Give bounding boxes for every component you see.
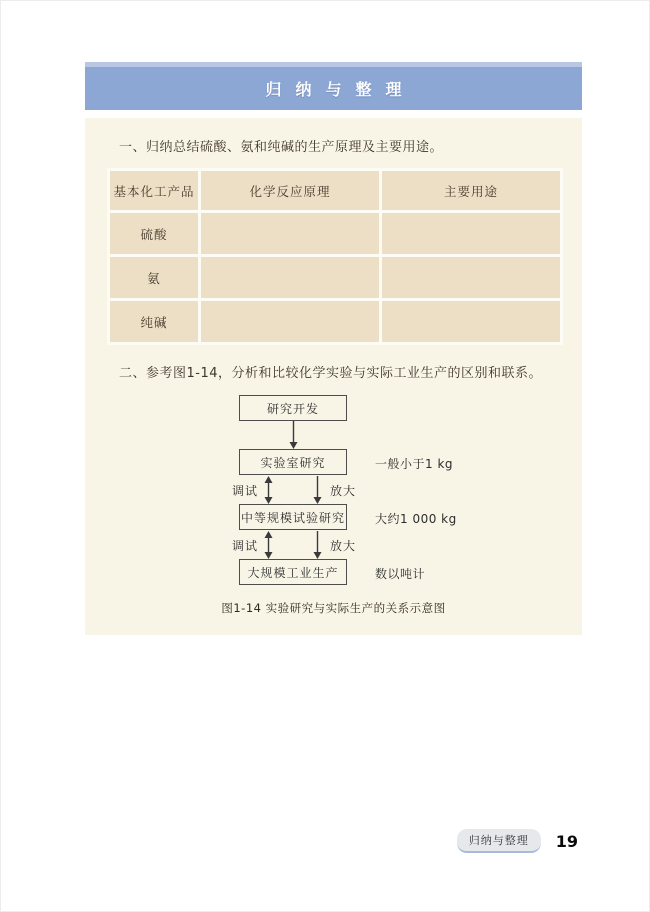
task-2-text: 二、参考图1-14，分析和比较化学实验与实际工业生产的区别和联系。 — [119, 366, 543, 382]
flow-step-pilot-research: 中等规模试验研究 — [239, 504, 347, 530]
table-cell-empty — [201, 257, 379, 298]
flow-note-pilot: 大约1 000 kg — [375, 512, 457, 527]
flow-step-lab-research: 实验室研究 — [239, 449, 347, 475]
flow-note-lab: 一般小于1 kg — [375, 457, 454, 472]
down-arrow-icon — [313, 476, 322, 504]
table-header-principle: 化学反应原理 — [201, 171, 379, 210]
table-cell-empty — [201, 301, 379, 342]
task-1-text: 一、归纳总结硫酸、氨和纯碱的生产原理及主要用途。 — [119, 140, 444, 155]
table-row-product: 纯碱 — [110, 301, 198, 342]
flow-label-feedback: 调试 — [232, 484, 259, 499]
flow-label-scaleup: 放大 — [330, 484, 357, 499]
up-down-arrow-icon — [264, 531, 273, 559]
down-arrow-icon — [289, 421, 298, 449]
flow-label-feedback: 调试 — [232, 539, 259, 554]
page-footer — [0, 829, 578, 853]
page-title: 归纳与整理 — [265, 80, 416, 99]
footer-section-tab: 归纳与整理 — [457, 829, 541, 853]
table-cell-empty — [382, 213, 560, 254]
flow-step-industrial-production: 大规模工业生产 — [239, 559, 347, 585]
flow-label-scaleup: 放大 — [330, 539, 357, 554]
summary-table — [107, 168, 563, 345]
down-arrow-icon — [313, 531, 322, 559]
figure-1-14-flowchart — [85, 391, 582, 641]
section-banner — [85, 62, 582, 110]
figure-caption: 图1-14 实验研究与实际生产的关系示意图 — [221, 601, 446, 616]
table-header-uses: 主要用途 — [382, 171, 560, 210]
table-cell-empty — [201, 213, 379, 254]
table-row-product: 氨 — [110, 257, 198, 298]
table-header-product: 基本化工产品 — [110, 171, 198, 210]
up-down-arrow-icon — [264, 476, 273, 504]
flow-step-research-development: 研究开发 — [239, 395, 347, 421]
table-row-product: 硫酸 — [110, 213, 198, 254]
table-cell-empty — [382, 301, 560, 342]
page-number: 19 — [555, 831, 578, 851]
content-panel — [85, 118, 582, 635]
table-cell-empty — [382, 257, 560, 298]
flow-note-industrial: 数以吨计 — [375, 567, 426, 582]
